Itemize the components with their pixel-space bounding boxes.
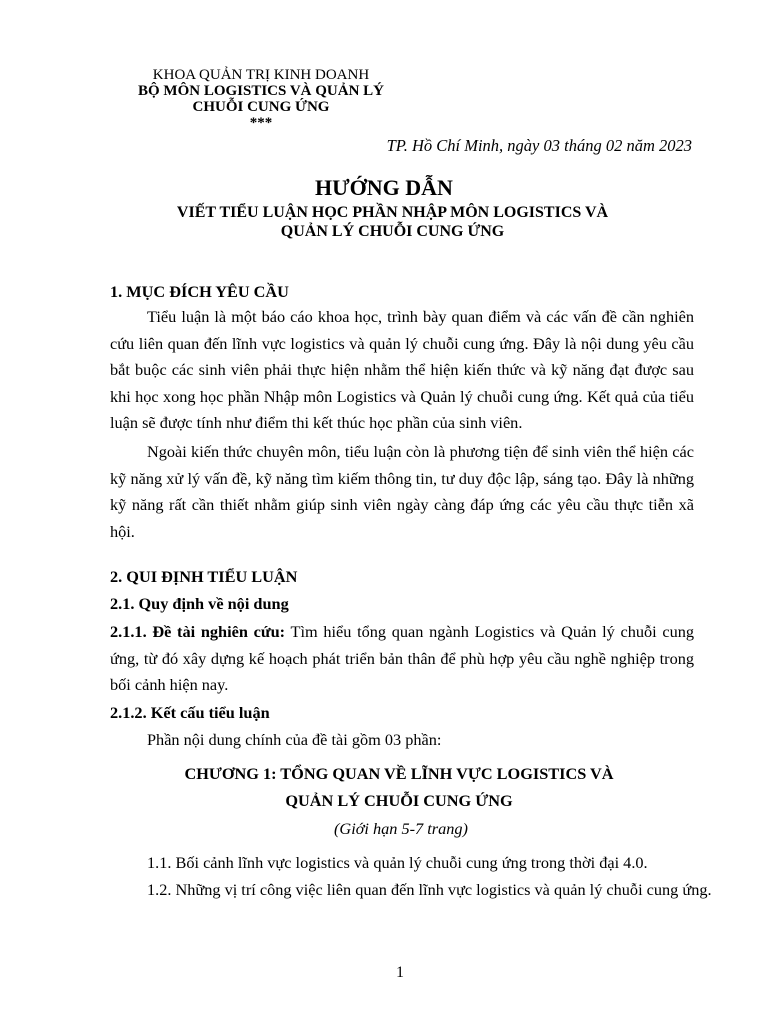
document-title: HƯỚNG DẪN [315, 175, 453, 200]
chapter-1-page-limit: (Giới hạn 5-7 trang) [334, 819, 468, 838]
section-2-1-1-text: Tìm hiểu tổng quan ngành Logistics và Quản lý chuỗi cung ứng, từ đó xây dựng kế hoạch phát triển bản thân để phù hợp yêu cầu nghề nghiệp trong bối cảnh hiện nay. [110, 622, 695, 694]
list-item: 1.1. Bối cảnh lĩnh vực logistics và quản lý chuỗi cung ứng trong thời đại 4.0. [147, 853, 648, 872]
section-2-1-2-heading: 2.1.2. Kết cấu tiểu luận [110, 703, 270, 722]
section-2-1-1-paragraph [110, 619, 694, 699]
subtitle-line2: QUẢN LÝ CHUỖI CUNG ỨNG [280, 223, 505, 240]
chapter-1-title-line2: QUẢN LÝ CHUỖI CUNG ỨNG [285, 791, 513, 810]
header-separator: *** [249, 115, 273, 131]
section-1-paragraph-2: Ngoài kiến thức chuyên môn, tiểu luận còn là phương tiện để sinh viên thể hiện các kỹ năng xử lý vấn đề, kỹ năng tìm kiếm thông tin, tư duy độc lập, sáng tạo. Đây là những kỹ năng rất cần thiết nhằm giúp sinh viên ngày càng đáp ứng các yêu cầu thực tiễn xã hội. [110, 442, 694, 541]
document-subtitle [130, 203, 655, 241]
department-name-line2: CHUỖI CUNG ỨNG [192, 99, 330, 115]
section-2-1-1-label: 2.1.1. Đề tài nghiên cứu: [110, 622, 286, 641]
document-date: TP. Hồ Chí Minh, ngày 03 tháng 02 năm 2023 [386, 136, 692, 155]
faculty-header [130, 67, 392, 131]
page-number: 1 [396, 964, 404, 981]
faculty-name: KHOA QUẢN TRỊ KINH DOANH [152, 67, 370, 83]
chapter-1-title-line1: CHƯƠNG 1: TỔNG QUAN VỀ LĨNH VỰC LOGISTICS VÀ [184, 764, 614, 783]
subtitle-line1: VIẾT TIỂU LUẬN HỌC PHẦN NHẬP MÔN LOGISTICS VÀ [176, 204, 609, 221]
section-2-heading: 2. QUI ĐỊNH TIỂU LUẬN [110, 567, 298, 586]
section-1-paragraph-1: Tiểu luận là một báo cáo khoa học, trình bày quan điểm và các vấn đề cần nghiên cứu liên quan đến lĩnh vực logistics và quản lý chuỗi cung ứng. Đây là nội dung yêu cầu bắt buộc các sinh viên phải thực hiện nhằm thể hiện kiến thức và kỹ năng đạt được sau khi học xong học phần Nhập môn Logistics và Quản lý chuỗi cung ứng. Kết quả của tiểu luận sẽ được tính như điểm thi kết thúc học phần của sinh viên. [110, 307, 694, 432]
list-item: 1.2. Những vị trí công việc liên quan đến lĩnh vực logistics và quản lý chuỗi cung ứng. [147, 880, 712, 899]
section-2-1-heading: 2.1. Quy định về nội dung [110, 594, 289, 613]
section-1-heading: 1. MỤC ĐÍCH YÊU CẦU [110, 282, 289, 301]
department-name-line1: BỘ MÔN LOGISTICS VÀ QUẢN LÝ [137, 83, 384, 99]
structure-intro: Phần nội dung chính của đề tài gồm 03 phần: [147, 730, 442, 749]
